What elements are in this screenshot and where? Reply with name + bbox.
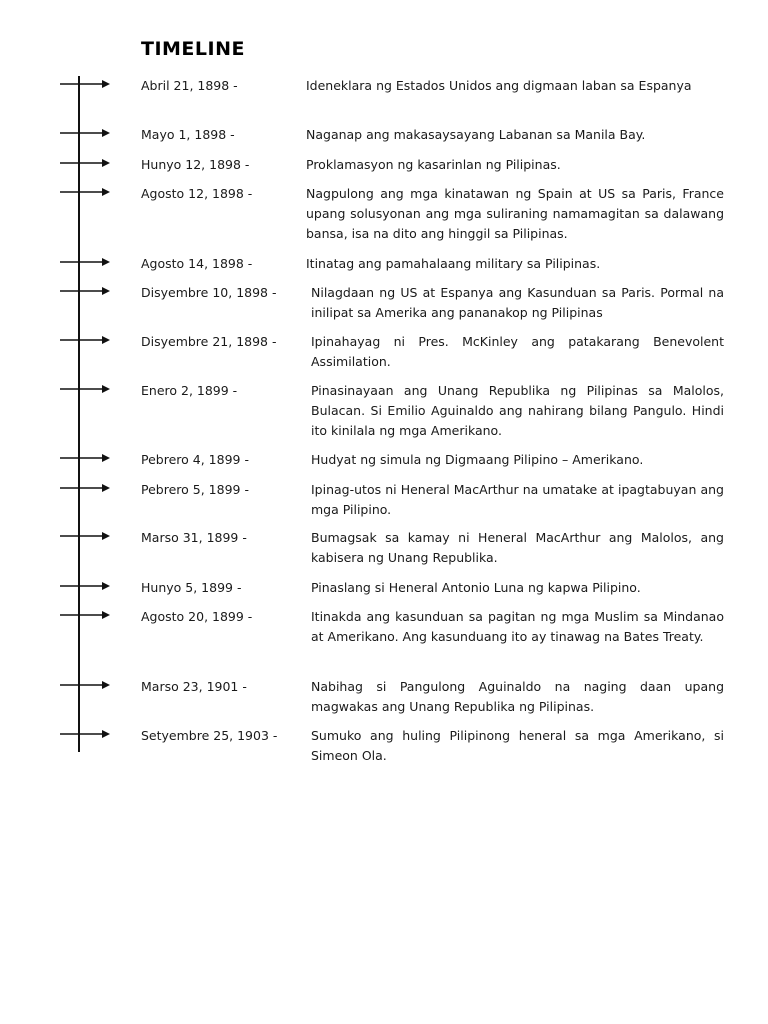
- event-date: Agosto 14, 1898 -: [141, 256, 253, 271]
- event-description: Naganap ang makasaysayang Labanan sa Manila Bay.: [306, 127, 646, 142]
- event-date: Abril 21, 1898 -: [141, 78, 238, 93]
- event-description: Itinakda ang kasunduan sa pagitan ng mga Muslim sa Mindanao at Amerikano. Ang kasunduang ito ay tinawag na Bates Treaty.: [311, 609, 724, 644]
- event-date: Hunyo 5, 1899 -: [141, 580, 242, 595]
- event-description: Ideneklara ng Estados Unidos ang digmaan laban sa Espanya: [306, 78, 692, 93]
- arrow-right-icon: [58, 158, 110, 168]
- event-description: Nagpulong ang mga kinatawan ng Spain at US sa Paris, France upang solusyonan ang mga suliraning namamagitan sa dalawang bansa, isa na dito ang hinggil sa Pilipinas.: [306, 186, 724, 241]
- arrow-right-icon: [58, 384, 110, 394]
- event-date: Agosto 12, 1898 -: [141, 186, 253, 201]
- arrow-right-icon: [58, 531, 110, 541]
- timeline-axis: [78, 76, 80, 752]
- arrow-right-icon: [58, 610, 110, 620]
- event-date: Marso 23, 1901 -: [141, 679, 247, 694]
- event-date: Disyembre 10, 1898 -: [141, 285, 277, 300]
- page-title: TIMELINE: [141, 38, 245, 60]
- arrow-right-icon: [58, 483, 110, 493]
- event-description: Pinaslang si Heneral Antonio Luna ng kapwa Pilipino.: [311, 580, 641, 595]
- arrow-right-icon: [58, 128, 110, 138]
- event-date: Enero 2, 1899 -: [141, 383, 238, 398]
- event-description: Itinatag ang pamahalaang military sa Pilipinas.: [306, 256, 601, 271]
- event-date: Hunyo 12, 1898 -: [141, 157, 250, 172]
- arrow-right-icon: [58, 79, 110, 89]
- event-description: Pinasinayaan ang Unang Republika ng Pilipinas sa Malolos, Bulacan. Si Emilio Aguinaldo ang nahirang bilang Pangulo. Hindi ito kinilala ng mga Amerikano.: [311, 383, 724, 438]
- event-date: Pebrero 5, 1899 -: [141, 482, 249, 497]
- event-date: Disyembre 21, 1898 -: [141, 334, 277, 349]
- arrow-right-icon: [58, 453, 110, 463]
- arrow-right-icon: [58, 729, 110, 739]
- arrow-right-icon: [58, 581, 110, 591]
- event-description: Bumagsak sa kamay ni Heneral MacArthur ang Malolos, ang kabisera ng Unang Republika.: [311, 530, 724, 565]
- event-description: Ipinag-utos ni Heneral MacArthur na umatake at ipagtabuyan ang mga Pilipino.: [311, 482, 724, 517]
- arrow-right-icon: [58, 187, 110, 197]
- event-description: Nabihag si Pangulong Aguinaldo na naging daan upang magwakas ang Unang Republika ng Pilipinas.: [311, 679, 724, 714]
- event-description: Proklamasyon ng kasarinlan ng Pilipinas.: [306, 157, 561, 172]
- arrow-right-icon: [58, 257, 110, 267]
- event-description: Hudyat ng simula ng Digmaang Pilipino – Amerikano.: [311, 452, 644, 467]
- event-description: Nilagdaan ng US at Espanya ang Kasunduan sa Paris. Pormal na inilipat sa Amerika ang pananakop ng Pilipinas: [311, 285, 724, 320]
- event-date: Agosto 20, 1899 -: [141, 609, 253, 624]
- event-date: Mayo 1, 1898 -: [141, 127, 235, 142]
- event-date: Setyembre 25, 1903 -: [141, 728, 278, 743]
- event-description: Sumuko ang huling Pilipinong heneral sa mga Amerikano, si Simeon Ola.: [311, 728, 724, 763]
- event-date: Pebrero 4, 1899 -: [141, 452, 249, 467]
- event-date: Marso 31, 1899 -: [141, 530, 247, 545]
- arrow-right-icon: [58, 286, 110, 296]
- event-description: Ipinahayag ni Pres. McKinley ang patakarang Benevolent Assimilation.: [311, 334, 724, 369]
- arrow-right-icon: [58, 335, 110, 345]
- arrow-right-icon: [58, 680, 110, 690]
